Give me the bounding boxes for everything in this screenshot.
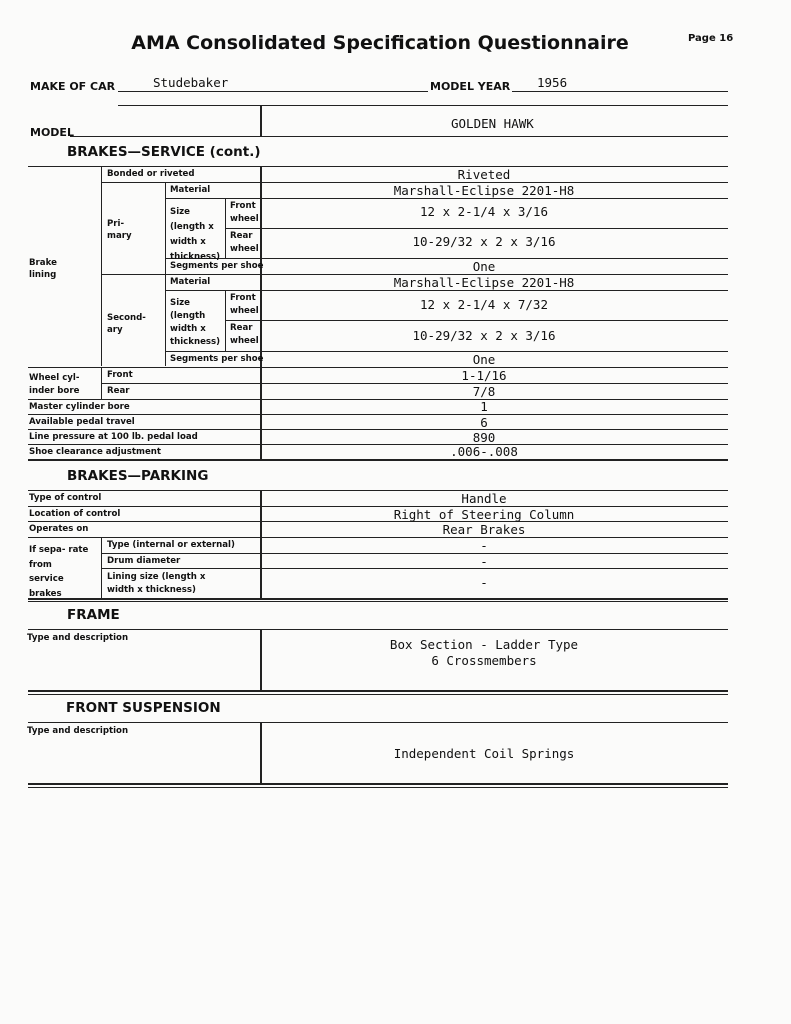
secondary-rear-wheel-label: Rear wheel xyxy=(230,323,259,346)
year-label: MODEL YEAR xyxy=(430,80,511,93)
primary-label: Pri- mary xyxy=(107,219,132,241)
brake-lining-label: Brake lining xyxy=(29,258,57,280)
primary-size-label: Size (length x width x thickness) xyxy=(170,207,221,262)
primary-segments-label: Segments per shoe xyxy=(170,261,264,271)
secondary-rear-value: 10-29/32 x 2 x 3/16 xyxy=(412,328,556,343)
primary-material-value: Marshall-Eclipse 2201-H8 xyxy=(393,183,575,198)
suspension-value: Independent Coil Springs xyxy=(393,746,575,761)
primary-front-wheel-label: Front wheel xyxy=(230,201,259,224)
secondary-material-label: Material xyxy=(170,277,211,287)
brakes-service-heading: BRAKES—SERVICE (cont.) xyxy=(67,144,261,160)
wheel-cyl-rear-label: Rear xyxy=(107,386,130,396)
operates-value: Rear Brakes xyxy=(442,522,526,537)
secondary-label: Second- ary xyxy=(107,313,146,335)
type-control-value: Handle xyxy=(461,491,507,506)
page-number: Page 16 xyxy=(688,33,734,44)
secondary-front-value: 12 x 2-1/4 x 7/32 xyxy=(420,297,548,312)
suspension-type-label: Type and description xyxy=(27,726,129,736)
frame-line2: 6 Crossmembers xyxy=(431,653,537,668)
frame-type-label: Type and description xyxy=(27,633,129,643)
pedal-travel-label: Available pedal travel xyxy=(29,417,135,427)
secondary-size-label: Size (length width x thickness) xyxy=(170,298,221,347)
make-value: Studebaker xyxy=(153,75,229,90)
model-label: MODEL xyxy=(30,126,74,139)
bonded-label: Bonded or riveted xyxy=(107,169,195,179)
wheel-cyl-label: Wheel cyl- inder bore xyxy=(29,373,80,396)
frame-heading: FRAME xyxy=(67,607,120,623)
master-cyl-label: Master cylinder bore xyxy=(29,402,130,412)
secondary-material-value: Marshall-Eclipse 2201-H8 xyxy=(393,275,575,290)
lining-size-label: Lining size (length x width x thickness) xyxy=(107,572,206,595)
brakes-parking-heading: BRAKES—PARKING xyxy=(67,468,209,484)
model-value: GOLDEN HAWK xyxy=(451,116,534,131)
pedal-travel-value: 6 xyxy=(480,415,488,430)
separate-label: If sepa- rate from service brakes xyxy=(29,545,89,599)
front-suspension-heading: FRONT SUSPENSION xyxy=(66,700,221,716)
secondary-segments-value: One xyxy=(472,352,496,367)
shoe-clearance-value: .006-.008 xyxy=(450,444,518,459)
primary-segments-value: One xyxy=(472,259,496,274)
wheel-cyl-rear-value: 7/8 xyxy=(472,384,496,399)
wheel-cyl-front-label: Front xyxy=(107,370,133,380)
location-control-label: Location of control xyxy=(29,509,121,519)
line-pressure-label: Line pressure at 100 lb. pedal load xyxy=(29,432,198,442)
primary-rear-wheel-label: Rear wheel xyxy=(230,231,259,254)
secondary-segments-label: Segments per shoe xyxy=(170,354,264,364)
primary-rear-value: 10-29/32 x 2 x 3/16 xyxy=(412,234,556,249)
secondary-front-wheel-label: Front wheel xyxy=(230,293,259,316)
type-control-label: Type of control xyxy=(29,493,102,503)
drum-value: - xyxy=(480,554,488,569)
primary-front-value: 12 x 2-1/4 x 3/16 xyxy=(420,204,548,219)
bonded-value: Riveted xyxy=(457,167,511,182)
shoe-clearance-label: Shoe clearance adjustment xyxy=(29,447,162,457)
wheel-cyl-front-value: 1-1/16 xyxy=(461,368,507,383)
frame-line1: Box Section - Ladder Type xyxy=(389,637,579,652)
year-value: 1956 xyxy=(537,75,568,90)
type-int-ext-label: Type (internal or external) xyxy=(107,540,235,550)
page-title: AMA Consolidated Specification Questionnaire xyxy=(131,32,629,54)
lining-size-value: - xyxy=(480,575,488,590)
type-int-ext-value: - xyxy=(480,538,488,553)
line-pressure-value: 890 xyxy=(472,430,496,445)
operates-label: Operates on xyxy=(29,524,89,534)
master-cyl-value: 1 xyxy=(480,399,488,414)
drum-label: Drum diameter xyxy=(107,556,181,566)
location-control-value: Right of Steering Column xyxy=(393,507,575,522)
primary-material-label: Material xyxy=(170,185,211,195)
make-label: MAKE OF CAR xyxy=(30,80,116,93)
